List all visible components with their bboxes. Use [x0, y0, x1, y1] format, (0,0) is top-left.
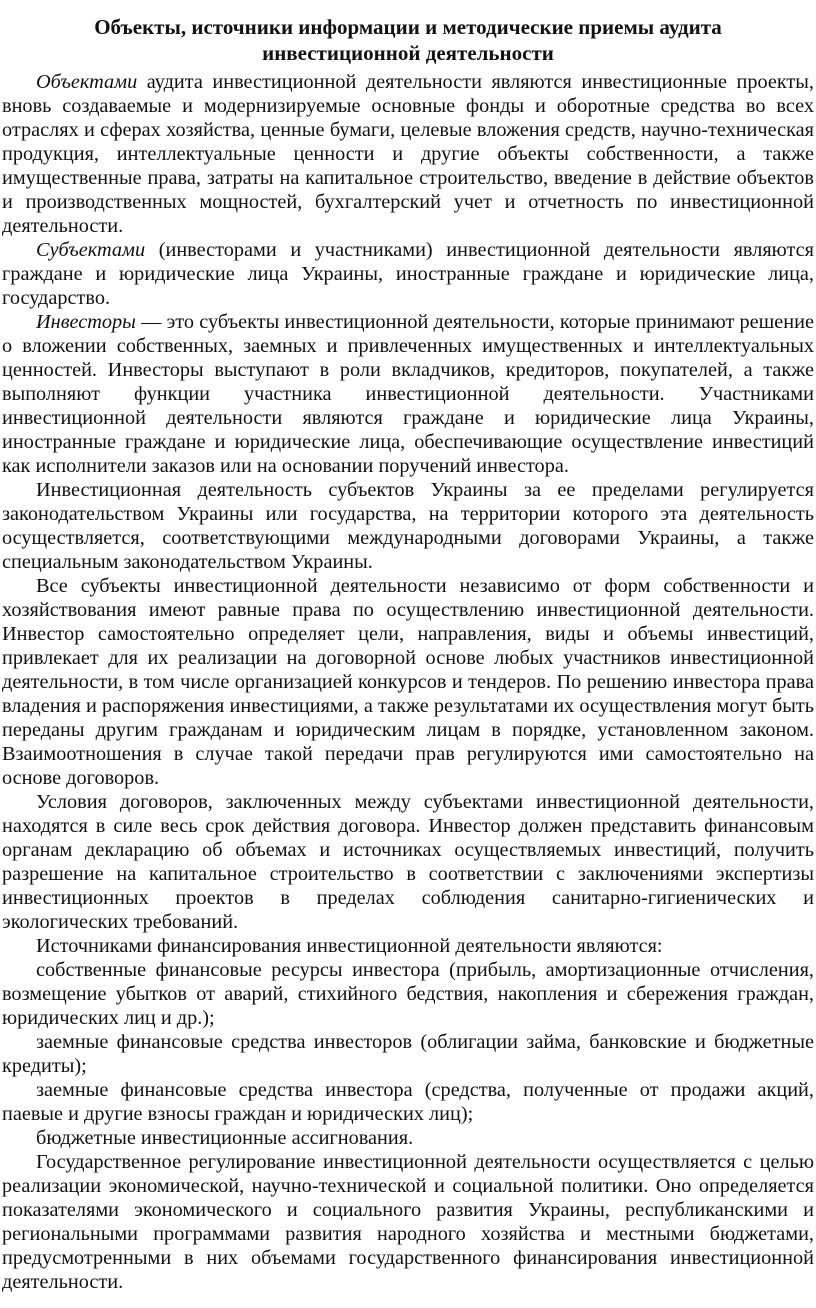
term-subjects: Субъектами — [36, 239, 146, 261]
term-investors: Инвесторы — [36, 311, 136, 333]
paragraph-investors-text: — это субъекты инвестиционной деятельности, которые принимают решение о вложении собственных, заемных и привлеченных имущественных и интеллектуальных ценностей. Инвесторы выступают в роли вкладчиков, кредиторов, покупателей, а также выполняют функции участника инвестиционной деятельности. Участниками инвестиционной деятельности являются граждане и юридические лица Украины, иностранные граждане и юридические лица, обеспечивающие осуществление инвестиций как исполнители заказов или на основании поручений инвестора. — [2, 311, 814, 477]
list-item-share-proceeds: заемные финансовые средства инвестора (средства, полученные от продажи акций, паевые и другие взносы граждан и юридических лиц); — [2, 1079, 814, 1125]
title-line-2: инвестиционной деятельности — [262, 41, 554, 65]
document-title — [2, 14, 814, 66]
paragraph-state-regulation: Государственное регулирование инвестиционной деятельности осуществляется с целью реализации экономической, научно-технической и социальной политики. Оно определяется показателями экономического и социального развития Украины, республиканскими и региональными программами развития народного хозяйства и местными бюджетами, предусмотренными в них объемами государственного финансирования инвестиционной деятельности. — [2, 1151, 814, 1293]
paragraph-subjects-text: (инвесторами и участниками) инвестиционной деятельности являются граждане и юридические лица Украины, иностранные граждане и юридические лица, государство. — [2, 239, 814, 309]
paragraph-subjects — [2, 238, 814, 310]
list-item-borrowed-funds: заемные финансовые средства инвесторов (облигации займа, банковские и бюджетные кредиты); — [2, 1031, 814, 1077]
title-line-1: Объекты, источники информации и методические приемы аудита — [94, 15, 722, 39]
paragraph-contracts: Условия договоров, заключенных между субъектами инвестиционной деятельности, находятся в силе весь срок действия договора. Инвестор должен представить финансовым органам декларацию об объемах и источниках осуществляемых инвестиций, получить разрешение на капитальное строительство в соответствии с заключениями экспертизы инвестиционных проектов в пределах соблюдения санитарно-гигиенических и экологических требований. — [2, 791, 814, 933]
term-objects: Объектами — [36, 71, 138, 93]
paragraph-equal-rights: Все субъекты инвестиционной деятельности независимо от форм собственности и хозяйствования имеют равные права по осуществлению инвестиционной деятельности. Инвестор самостоятельно определяет цели, направления, виды и объемы инвестиций, привлекает для их реализации на договорной основе любых участников инвестиционной деятельности, в том числе организацией конкурсов и тендеров. По решению инвестора права владения и распоряжения инвестициями, а также результатами их осуществления могут быть переданы другим гражданам и юридическим лицам в порядке, установленном законом. Взаимоотношения в случае такой передачи прав регулируются ими самостоятельно на основе договоров. — [2, 575, 814, 789]
list-item-own-resources: собственные финансовые ресурсы инвестора (прибыль, амортизационные отчисления, возмещение убытков от аварий, стихийного бедствия, накопления и сбережения граждан, юридических лиц и др.); — [2, 959, 814, 1029]
paragraph-objects-text: аудита инвестиционной деятельности являются инвестиционные проекты, вновь создаваемые и модернизируемые основные фонды и оборотные средства во всех отраслях и сферах хозяйства, ценные бумаги, целевые вложения средств, научно-техническая продукция, интеллектуальные ценности и другие объекты собственности, а также имущественные права, затраты на капитальное строительство, введение в действие объектов и производственных мощностей, бухгалтерский учет и отчетность по инвестиционной деятельности. — [2, 71, 814, 237]
paragraph-foreign-activity: Инвестиционная деятельность субъектов Украины за ее пределами регулируется законодательством Украины или государства, на территории которого эта деятельность осуществляется, соответствующими международными договорами Украины, а также специальным законодательством Украины. — [2, 479, 814, 573]
paragraph-sources-intro: Источниками финансирования инвестиционной деятельности являются: — [36, 935, 663, 957]
paragraph-investors — [2, 310, 814, 478]
list-item-budget-allocations: бюджетные инвестиционные ассигнования. — [36, 1127, 414, 1149]
paragraph-objects — [2, 70, 814, 238]
